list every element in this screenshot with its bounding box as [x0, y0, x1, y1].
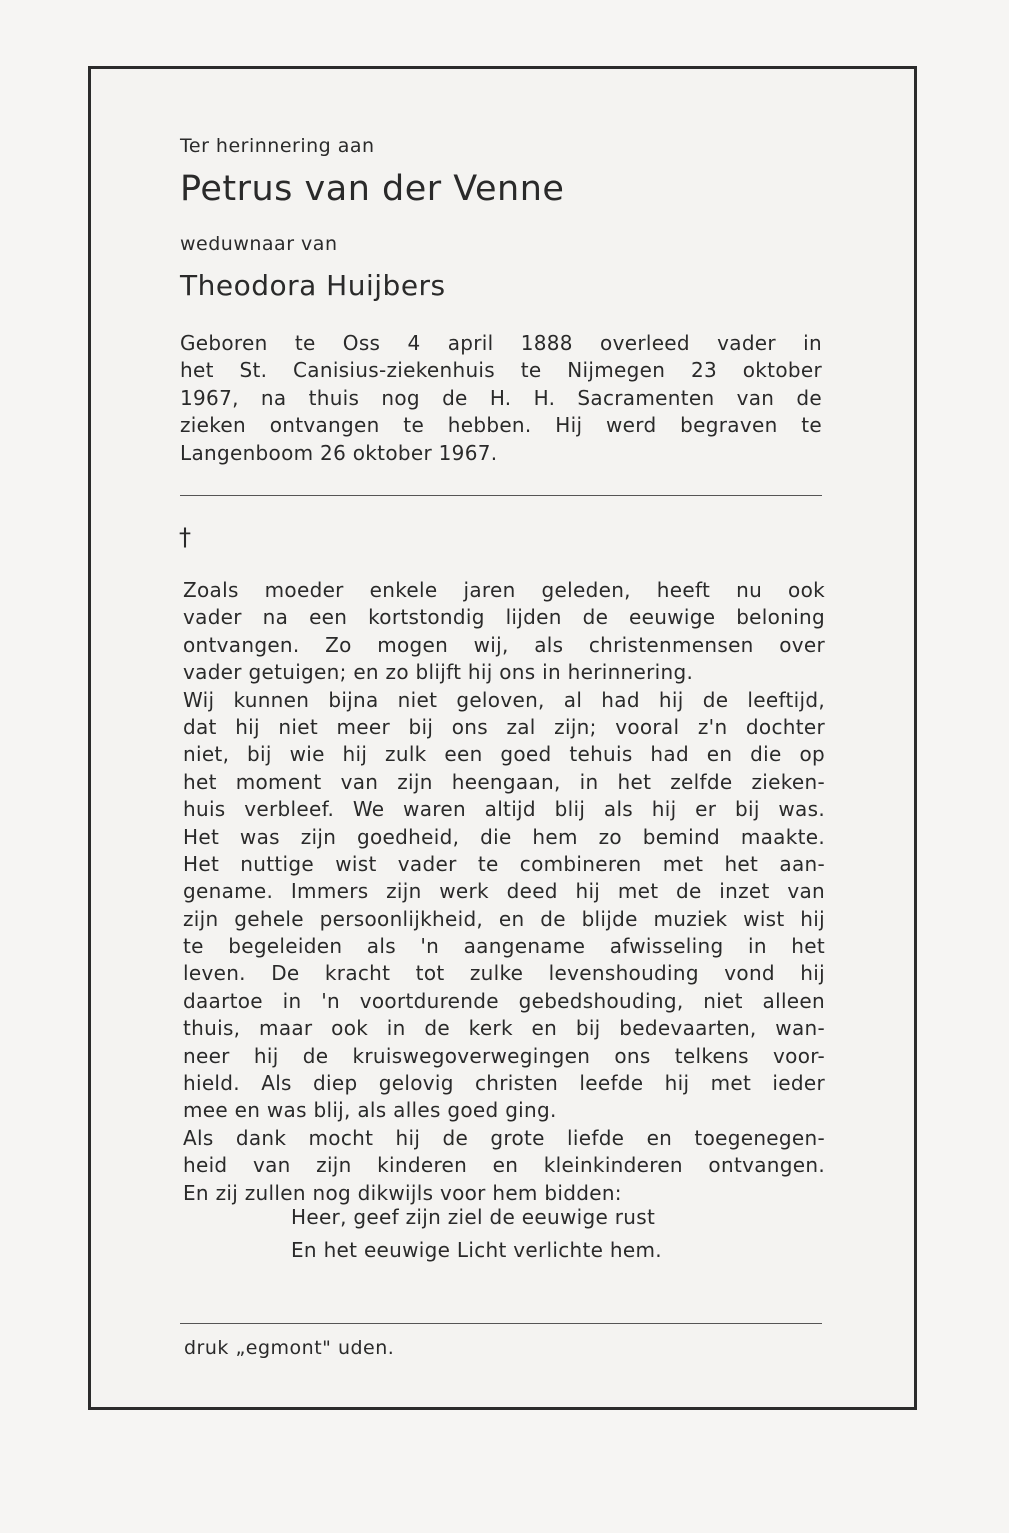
text-line: Het was zijn goedheid, die hem zo bemind maakte. — [183, 824, 825, 849]
text-line: te begeleiden als 'n aangename afwisseling in het — [183, 934, 825, 959]
intro-text: Ter herinnering aan — [180, 135, 375, 157]
prayer-line: Heer, geef zijn ziel de eeuwige rust — [291, 1205, 656, 1229]
divider-line — [180, 495, 822, 496]
text-line: gename. Immers zijn werk deed hij met de inzet van — [183, 879, 825, 904]
deceased-name: Petrus van der Venne — [180, 169, 565, 209]
text-line: het St. Canisius-ziekenhuis te Nijmegen 23 oktober — [180, 358, 822, 383]
text-line: vader na een kortstondig lijden de eeuwige beloning — [183, 605, 825, 630]
text-line: mee en was blij, als alles goed ging. — [183, 1098, 557, 1123]
prayer-line: En het eeuwige Licht verlichte hem. — [291, 1238, 662, 1262]
text-line: hield. Als diep gelovig christen leefde hij met ieder — [183, 1071, 825, 1096]
text-line: Als dank mocht hij de grote liefde en toegenegen- — [183, 1125, 825, 1150]
spouse-name: Theodora Huijbers — [180, 269, 446, 302]
text-line: 1967, na thuis nog de H. H. Sacramenten van de — [180, 385, 822, 410]
text-line: neer hij de kruiswegoverwegingen ons telkens voor- — [183, 1043, 825, 1068]
text-line: zijn gehele persoonlijkheid, en de blijde muziek wist hij — [183, 906, 825, 931]
prayer — [291, 1201, 662, 1267]
text-line: ontvangen. Zo mogen wij, als christenmensen over — [183, 632, 825, 657]
text-line: Wij kunnen bijna niet geloven, al had hij de leeftijd, — [183, 687, 825, 712]
text-line: thuis, maar ook in de kerk en bij bedevaarten, wan- — [183, 1016, 825, 1041]
text-line: dat hij niet meer bij ons zal zijn; vooral z'n dochter — [183, 714, 825, 739]
printer-credit: druk „egmont" uden. — [184, 1337, 395, 1359]
text-line: Het nuttige wist vader te combineren met het aan- — [183, 851, 825, 876]
memorial-card — [88, 66, 917, 1410]
text-line: zieken ontvangen te hebben. Hij werd begraven te — [180, 413, 822, 438]
widower-label: weduwnaar van — [180, 233, 338, 255]
text-line: Geboren te Oss 4 april 1888 overleed vader in — [180, 331, 822, 355]
eulogy-paragraph — [183, 577, 825, 1207]
birth-death-paragraph — [180, 330, 822, 467]
text-line: Zoals moeder enkele jaren geleden, heeft nu ook — [183, 578, 825, 602]
text-line: het moment van zijn heengaan, in het zelfde zieken- — [183, 769, 825, 794]
cross-icon: † — [179, 523, 191, 551]
text-line: leven. De kracht tot zulke levenshouding vond hij — [183, 961, 825, 986]
text-line: daartoe in 'n voortdurende gebedshouding, niet alleen — [183, 988, 825, 1013]
text-line: huis verbleef. We waren altijd blij als hij er bij was. — [183, 797, 825, 822]
text-line: En zij zullen nog dikwijls voor hem bidden: — [183, 1180, 622, 1205]
text-line: Langenboom 26 oktober 1967. — [180, 440, 498, 465]
divider-line — [180, 1323, 822, 1324]
text-line: heid van zijn kinderen en kleinkinderen ontvangen. — [183, 1153, 825, 1178]
text-line: niet, bij wie hij zulk een goed tehuis had en die op — [183, 742, 825, 767]
text-line: vader getuigen; en zo blijft hij ons in herinnering. — [183, 660, 694, 685]
